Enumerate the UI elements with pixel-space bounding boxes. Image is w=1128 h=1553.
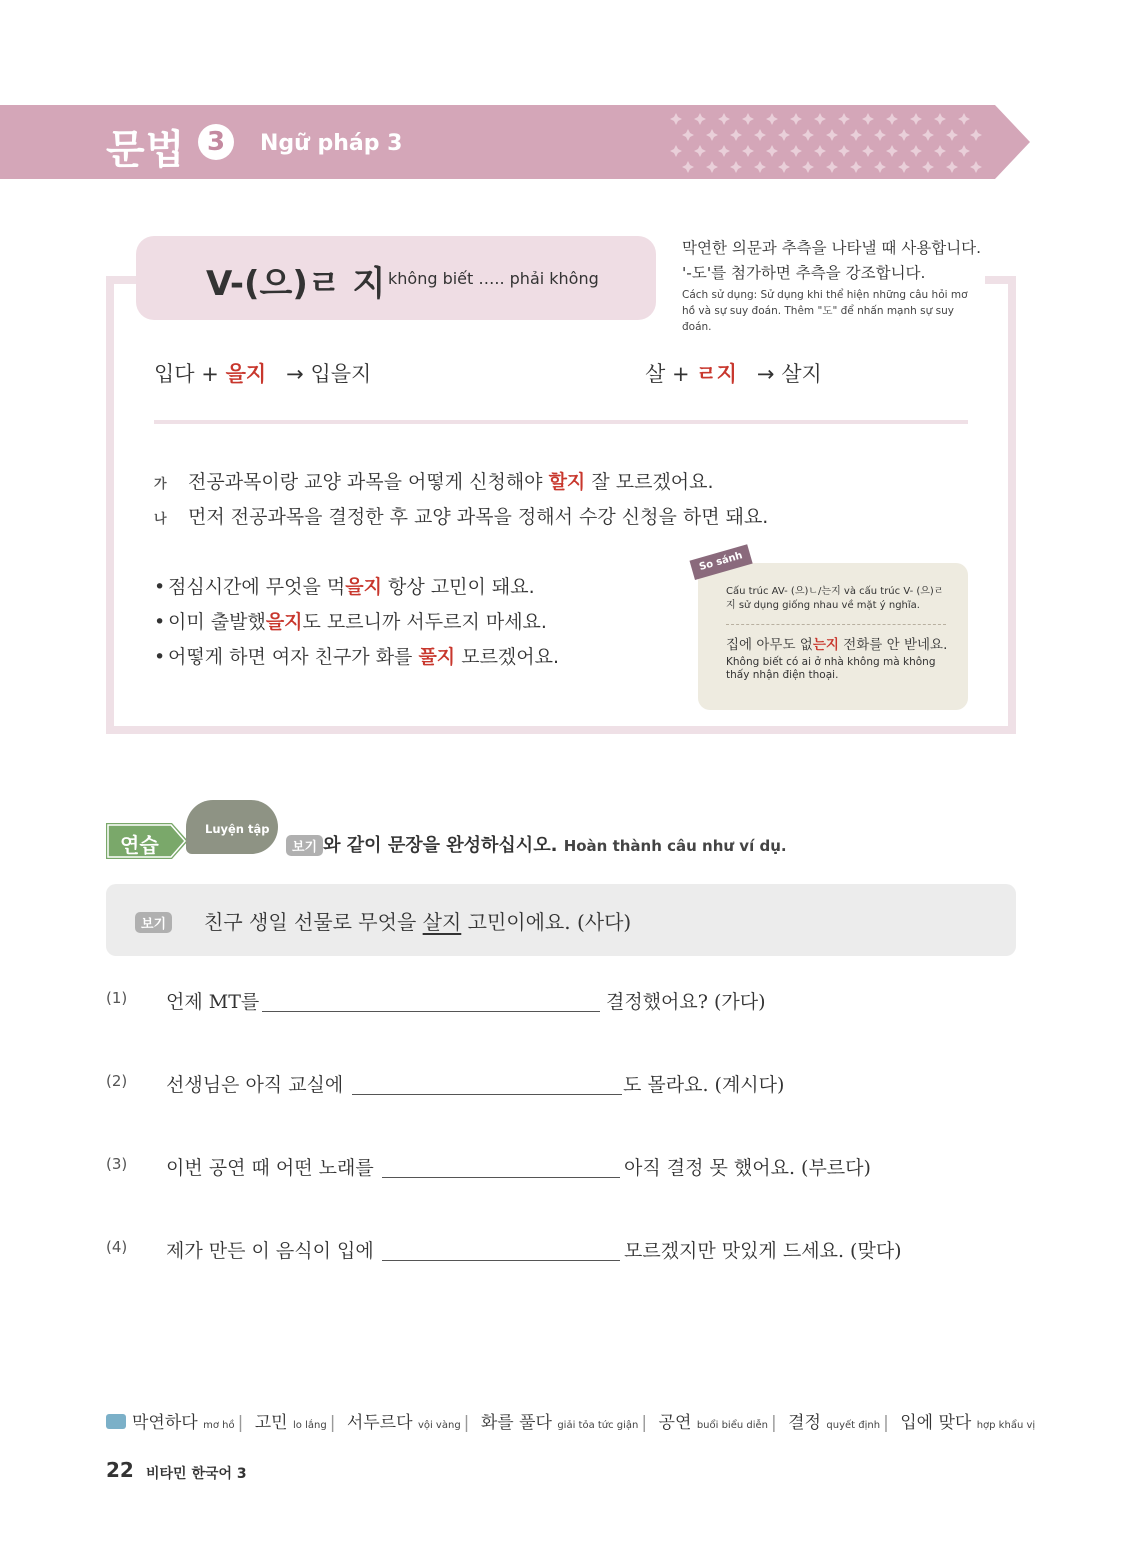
vocab-word: 화를 풀다 [480, 1413, 552, 1433]
grammar-pattern-translation: không biết ….. phải không [388, 269, 599, 288]
vocab-meaning: buổi biểu diễn [696, 1420, 768, 1431]
question-text-end: 아직 결정 못 했어요. (부르다) [624, 1157, 871, 1179]
bullet: • [154, 576, 166, 598]
compare-divider [726, 624, 946, 625]
bullet: • [154, 646, 166, 668]
grammar-description-translation: Cách sử dụng: Sử dụng khi thể hiện những câu hỏi mơ hồ và sự suy đoán. Thêm "도" để nhấn mạnh sự suy đoán. [682, 289, 968, 333]
conj-ending: 을지 [225, 362, 267, 386]
conj-arrow: → [286, 362, 304, 386]
example-box-chip [135, 912, 172, 933]
example-sentence [154, 642, 559, 669]
vocab-meaning: hợp khẩu vị [976, 1420, 1036, 1431]
highlight: 을지 [345, 576, 382, 598]
example-sentence [154, 607, 547, 634]
answer-blank[interactable] [382, 1260, 620, 1261]
speaker-label: 나 [154, 512, 167, 527]
question-number: (3) [106, 1155, 128, 1173]
highlight: 할지 [548, 471, 586, 493]
page-number: 22 [106, 1458, 134, 1482]
section-number: 3 [198, 124, 234, 160]
grammar-box-border [985, 276, 1016, 284]
example-sentence [154, 572, 535, 599]
answer-blank[interactable] [382, 1177, 620, 1178]
vocab-meaning: mơ hồ [203, 1420, 235, 1431]
section-subtitle: Ngữ pháp 3 [260, 131, 403, 156]
example-post: 고민이에요. (사다) [461, 910, 632, 934]
conj-result: 살지 [781, 362, 822, 386]
vocab-meaning: quyết định [826, 1420, 881, 1431]
question-text-end: 모르겠지만 맛있게 드세요. (맞다) [624, 1240, 902, 1262]
conj-arrow: → [756, 362, 775, 386]
example-answer: 살지 [422, 910, 462, 934]
vocab-meaning: giải tỏa tức giận [557, 1420, 639, 1431]
question-text: 이번 공연 때 어떤 노래를 [166, 1157, 374, 1179]
instruction-translation: Hoàn thành câu như ví dụ. [563, 837, 787, 855]
vocab-word: 입에 맞다 [900, 1413, 972, 1433]
vocab-word: 막연하다 [132, 1413, 198, 1433]
example-text: 이미 출발했 [168, 611, 266, 633]
instruction-text: 와 같이 문장을 완성하십시오. [323, 835, 558, 856]
example-text: 점심시간에 무엇을 먹 [168, 576, 346, 598]
book-title: 비타민 한국어 3 [146, 1466, 247, 1482]
vocab-word: 고민 [254, 1413, 288, 1433]
grammar-description: 막연한 의문과 추측을 나타낼 때 사용합니다. '-도'를 첨가하면 추측을 강조합니다. [682, 239, 982, 282]
question-text: 제가 만든 이 음식이 입에 [166, 1240, 374, 1262]
question-text-end: 도 몰라요. (계시다) [623, 1074, 785, 1096]
dialogue-line-a [154, 467, 714, 494]
practice-label: 연습 [120, 833, 159, 857]
conjugation-2 [645, 358, 822, 388]
dialogue-line-b [154, 502, 768, 529]
compare-example-text: 집에 아무도 없 [726, 637, 813, 653]
question-text: 언제 MT를 [166, 991, 260, 1013]
speech-bubble-icon [106, 1414, 126, 1429]
answer-blank[interactable] [352, 1094, 622, 1095]
compare-example-text: 전화를 안 받네요. [838, 637, 948, 653]
conj-plus: + [671, 362, 690, 386]
example-text: 도 모르니까 서두르지 마세요. [302, 611, 547, 633]
compare-example-translation: Không biết có ai ở nhà không mà không thấy nhận điện thoại. [726, 656, 936, 681]
practice-instruction [286, 831, 787, 857]
dialogue-text: 전공과목이랑 교양 과목을 어떻게 신청해야 [188, 471, 549, 493]
conj-ending: ㄹ지 [696, 362, 737, 386]
example-text: 항상 고민이 돼요. [381, 576, 535, 598]
vocab-word: 공연 [658, 1413, 692, 1433]
speaker-label: 가 [154, 477, 167, 492]
vocab-word: 결정 [788, 1413, 821, 1433]
vocab-meaning: lo lắng [293, 1420, 327, 1431]
compare-tag: So sánh [689, 544, 752, 580]
question-number: (4) [106, 1238, 128, 1256]
example-text [204, 906, 631, 935]
chip-label: 보기 [135, 912, 172, 933]
conj-plus: + [201, 362, 219, 386]
conj-result: 입을지 [310, 362, 372, 386]
example-text: 어떻게 하면 여자 친구가 화를 [168, 646, 419, 668]
question-text-end: 결정했어요? (가다) [606, 991, 766, 1013]
vocab-meaning: vội vàng [417, 1420, 461, 1431]
dialogue-text: 먼저 전공과목을 결정한 후 교양 과목을 정해서 수강 신청을 하면 돼요. [188, 506, 769, 528]
example-chip: 보기 [286, 835, 323, 856]
highlight: 는지 [812, 637, 839, 653]
conj-base: 입다 [154, 362, 195, 386]
example-text: 모르겠어요. [455, 646, 560, 668]
grammar-pattern: V-(으)ㄹ 지 [206, 264, 386, 304]
conj-base: 살 [645, 362, 666, 386]
highlight: 을지 [265, 611, 303, 633]
dialogue-text: 잘 모르겠어요. [585, 471, 714, 493]
vocab-list: 막연하다 mơ hồ | 고민 lo lắng | 서두르다 vội vàng | 화를 풀다 giải tỏa tức giận | 공연 buổi biểu diễn | 결정 quyết định | 입에 맞다 hợp khẩu vị [106, 1408, 1035, 1433]
answer-blank[interactable] [262, 1011, 600, 1012]
question-number: (2) [106, 1072, 128, 1090]
conjugation-1 [154, 358, 371, 388]
divider [154, 420, 968, 424]
bullet: • [154, 611, 166, 633]
compare-rule: Cấu trúc AV- (으)ㄴ/는지 và cấu trúc V- (으)ㄹ지 sử dụng giống nhau về mặt ý nghĩa. [726, 586, 944, 611]
section-title: 문법 [106, 127, 186, 173]
vocab-word: 서두르다 [346, 1413, 413, 1433]
question-text: 선생님은 아직 교실에 [166, 1074, 344, 1096]
question-number: (1) [106, 989, 128, 1007]
highlight: 풀지 [418, 646, 456, 668]
speech-bubble-text: Luyện tập [205, 822, 270, 836]
example-pre: 친구 생일 선물로 무엇을 [204, 910, 423, 934]
compare-example [726, 633, 947, 653]
